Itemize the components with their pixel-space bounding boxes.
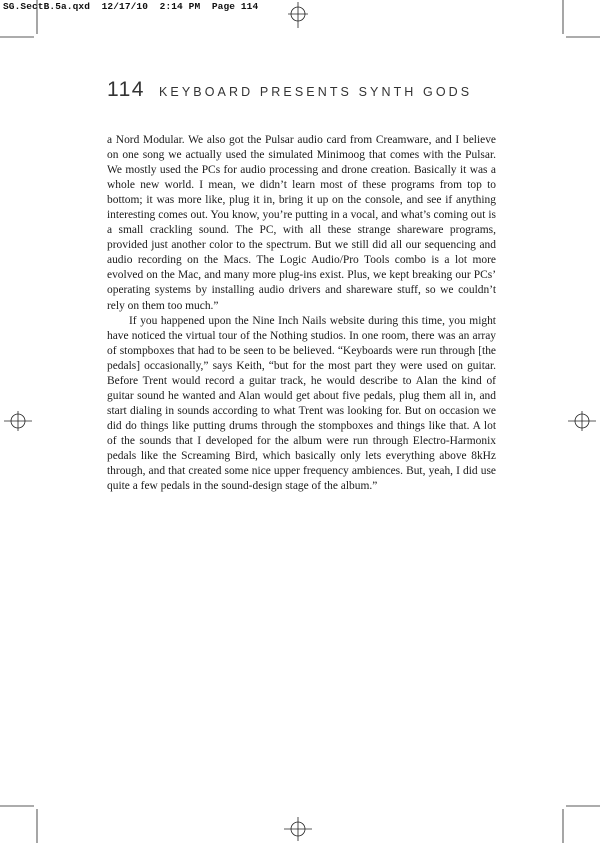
slug-page-label: Page 114 [211,1,259,12]
body-text [107,133,496,494]
crop-mark-bottom-right [563,806,600,843]
book-title: KEYBOARD PRESENTS SYNTH GODS [158,85,473,99]
page-number: 114 [107,78,145,101]
running-head [107,78,472,102]
paragraph: a Nord Modular. We also got the Pulsar audio card from Creamware, and I believe on one song we actually used the simulated Minimoog that comes with the Pulsar. We mostly used the PCs for audio processing and drone creation. Basically it was a whole new world. I mean, we didn’t learn most of these programs from top to bottom; it was more like, plug it in, bring it up on the console, and see if anything interesting comes out. You know, you’re putting in a vocal, and what’s coming out is a small crackling sound. The PC, with all these strange shareware programs, provided just another color to the spectrum. But we still did all our sequencing and audio recording on the Macs. The Logic Audio/Pro Tools combo is a lot more evolved on the Mac, and many more plug-ins exist. Plus, we kept breaking our PCs’ operating systems by installing audio drivers and shareware stuff, so we couldn’t rely on them too much.” [107,134,496,312]
registration-mark-bottom [284,817,312,841]
registration-mark-right [568,411,596,431]
crop-mark-top-left [0,0,37,37]
slug-file-name: SG.SectB.5a.qxd [3,1,91,12]
registration-mark-left [4,411,32,431]
registration-mark-top [288,2,308,28]
crop-mark-top-right [563,0,600,37]
slug-date: 12/17/10 [101,1,149,12]
paragraph: If you happened upon the Nine Inch Nails website during this time, you might have noticed the virtual tour of the Nothing studios. In one room, there was an array of stompboxes that had to be seen to be believed. “Keyboards were run through [the pedals] occasionally,” says Keith, “but for the most part they were used on guitar. Before Trent would record a guitar track, he would describe to Alan the kind of guitar sound he wanted and Alan would get about five pedals, plug them all in, and start dialing in sounds according to what Trent was looking for. But on occasion we did do things like putting drums through the stompboxes and things like that. A lot of the sounds that I developed for the album were run through Electro-Harmonix pedals like the Screaming Bird, which basically only lets everything above 8kHz through, and that created some nice upper frequency ambiences. But, yeah, I did use quite a few pedals in the sound-design stage of the album.” [107,314,496,493]
slug-time: 2:14 PM [159,1,201,12]
crop-mark-bottom-left [0,806,37,843]
